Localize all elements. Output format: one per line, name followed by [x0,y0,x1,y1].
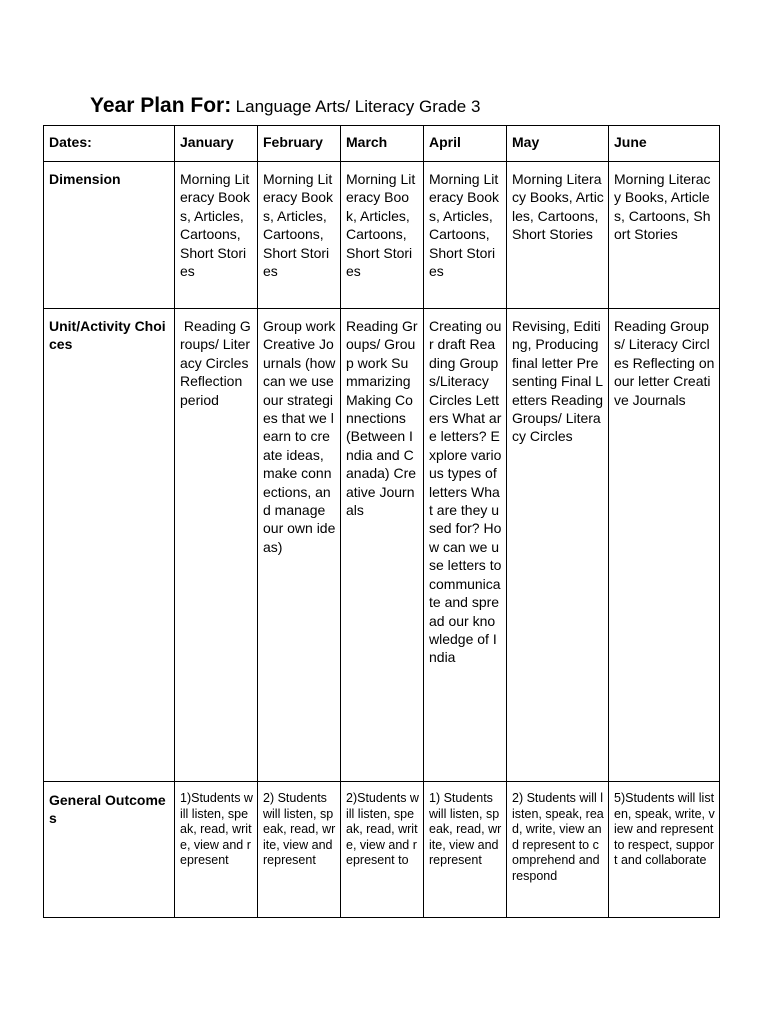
table-row-general-outcomes [44,782,720,918]
table-row-dimension [44,162,720,309]
table-cell: 1)Students will listen, speak, read, write, view and represent [175,782,258,918]
row-label-unit-activity: Unit/Activity Choices [44,309,175,782]
title-main: Year Plan For: [90,94,232,117]
header-month-june: June [609,126,720,162]
header-dates-label: Dates: [44,126,175,162]
table-row-unit-activity [44,309,720,782]
table-cell: Morning Literacy Books, Articles, Cartoons, Short Stories [609,162,720,309]
row-label-general-outcomes: General Outcomes [44,782,175,918]
header-month-march: March [341,126,424,162]
table-cell: 5)Students will listen, speak, write, view and represent to respect, support and collaborate [609,782,720,918]
table-cell: 1) Students will listen, speak, read, write, view and represent [424,782,507,918]
table-cell: Morning Literacy Books, Articles, Cartoons, Short Stories [175,162,258,309]
header-month-january: January [175,126,258,162]
table-cell: Revising, Editing, Producing final letter Presenting Final Letters Reading Groups/ Literacy Circles [507,309,609,782]
page-title [90,94,480,118]
table-cell: 2) Students will listen, speak, read, write, view and represent [258,782,341,918]
table-cell: Morning Literacy Books, Articles, Cartoons, Short Stories [258,162,341,309]
table-cell: Morning Literacy Books, Articles, Cartoons, Short Stories [424,162,507,309]
table-cell: Reading Groups/ Literacy Circles Reflecting on our letter Creative Journals [609,309,720,782]
year-plan-table [43,125,720,918]
header-month-april: April [424,126,507,162]
table-cell: Reading Groups/ Group work Summarizing Making Connections (Between India and Canada) Creative Journals [341,309,424,782]
header-row [44,126,720,162]
header-month-february: February [258,126,341,162]
table-cell: 2) Students will listen, speak, read, write, view and represent to comprehend and respond [507,782,609,918]
title-subtitle: Language Arts/ Literacy Grade 3 [235,97,481,116]
table-cell: Morning Literacy Books, Articles, Cartoons, Short Stories [507,162,609,309]
table-cell: Group work Creative Journals (how can we use our strategies that we learn to create ideas, make connections, and manage our own ideas) [258,309,341,782]
table-cell: Morning Literacy Book, Articles, Cartoons, Short Stories [341,162,424,309]
table-cell: Reading Groups/ Literacy Circles Reflection period [175,309,258,782]
table-cell: 2)Students will listen, speak, read, write, view and represent to [341,782,424,918]
table-cell: Creating our draft Reading Groups/Literacy Circles Letters What are letters? Explore various types of letters What are they used for? How can we use letters to communicate and spread our knowledge of India [424,309,507,782]
header-month-may: May [507,126,609,162]
row-label-dimension: Dimension [44,162,175,309]
